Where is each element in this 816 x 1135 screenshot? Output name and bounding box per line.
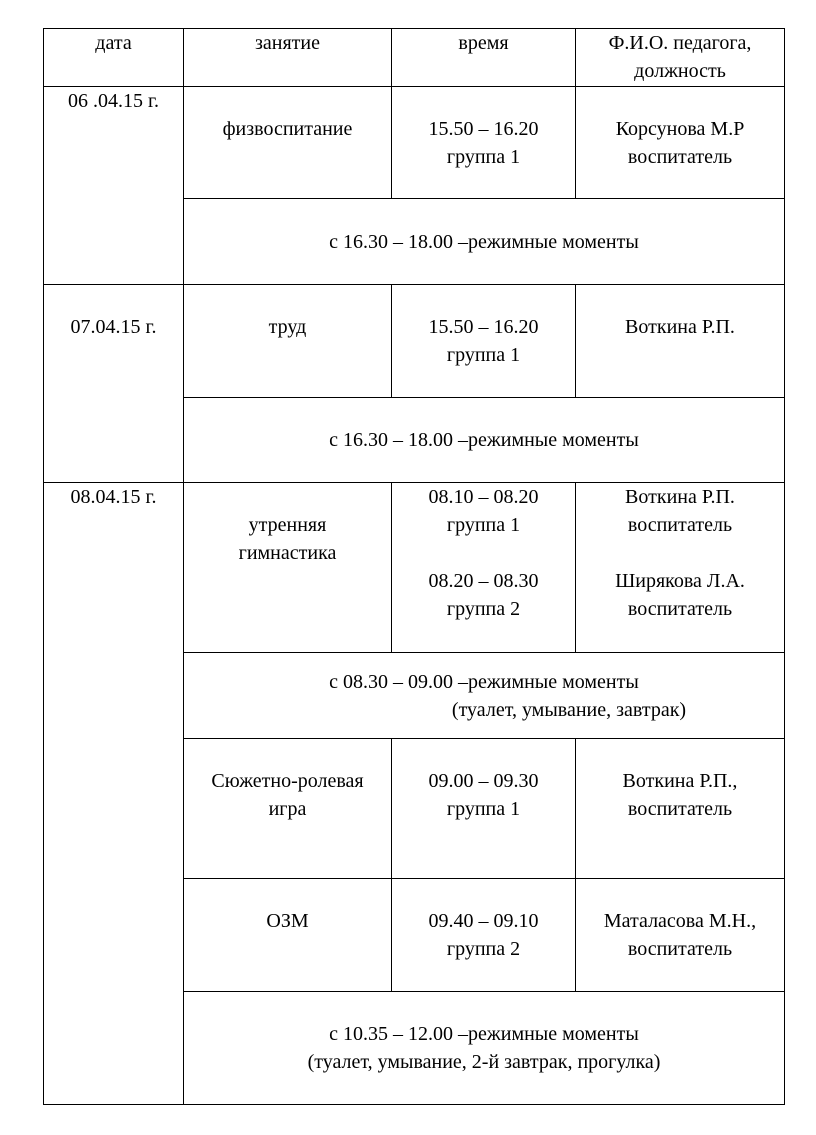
header-teacher-line1: Ф.И.О. педагога, (608, 32, 752, 54)
day3-gym-group-b: группа 2 (446, 598, 521, 620)
day3-ozm-time (392, 879, 576, 992)
day3-gym-time (392, 483, 576, 653)
day3-gym-activity (184, 483, 392, 653)
header-activity: занятие (184, 29, 392, 87)
day3-gym-teacher-b: Ширякова Л.А. (615, 570, 745, 592)
day1-date: 06 .04.15 г. (44, 87, 184, 285)
day2-date: 07.04.15 г. (44, 285, 184, 483)
header-row (44, 29, 785, 87)
day3-gym-time-b: 08.20 – 08.30 (428, 570, 539, 592)
day1-time-range: 15.50 – 16.20 (428, 118, 539, 140)
day3-roleplay-teacher (576, 739, 785, 879)
day3-ozm-teacher-name: Маталасова М.Н., (603, 910, 757, 932)
header-teacher (576, 29, 785, 87)
day2-regime: с 16.30 – 18.00 –режимные моменты (184, 398, 785, 483)
header-date: дата (44, 29, 184, 87)
day3-regime1-line2: (туалет, умывание, завтрак) (451, 698, 687, 721)
day3-ozm-teacher-position: воспитатель (627, 938, 733, 960)
day3-roleplay-activity-line2: игра (268, 798, 307, 820)
day3-ozm-group: группа 2 (446, 938, 521, 960)
day3-gym-group-a: группа 1 (446, 514, 521, 536)
day3-ozm-activity: ОЗМ (184, 879, 392, 992)
day3-gym-teacher-a-position: воспитатель (627, 514, 733, 536)
day3-regime2 (184, 992, 785, 1105)
day1-regime: с 16.30 – 18.00 –режимные моменты (184, 199, 785, 285)
header-teacher-line2: должность (634, 60, 726, 82)
day3-roleplay-time (392, 739, 576, 879)
day3-ozm-teacher (576, 879, 785, 992)
day2-group: группа 1 (446, 344, 521, 366)
day2-activity-row (44, 285, 785, 398)
day3-roleplay-activity (184, 739, 392, 879)
day2-time-range: 15.50 – 16.20 (428, 316, 539, 338)
day3-regime2-line2: (туалет, умывание, 2-й завтрак, прогулка) (307, 1051, 661, 1073)
day1-teacher-position: воспитатель (627, 146, 733, 168)
day3-gym-time-a: 08.10 – 08.20 (428, 486, 539, 508)
day3-gym-teacher-a: Воткина Р.П. (625, 486, 735, 508)
day3-roleplay-activity-line1: Сюжетно-ролевая (211, 770, 364, 792)
day3-roleplay-teacher-name: Воткина Р.П., (622, 770, 738, 792)
day3-roleplay-time-range: 09.00 – 09.30 (428, 770, 539, 792)
day3-date: 08.04.15 г. (44, 483, 184, 1105)
header-time: время (392, 29, 576, 87)
day3-gym-teacher (576, 483, 785, 653)
day3-roleplay-group: группа 1 (446, 798, 521, 820)
day3-roleplay-teacher-position: воспитатель (627, 798, 733, 820)
day3-ozm-time-range: 09.40 – 09.10 (428, 910, 539, 932)
day3-gym-teacher-b-position: воспитатель (627, 598, 733, 620)
day2-teacher: Воткина Р.П. (576, 285, 785, 398)
day1-group: группа 1 (446, 146, 521, 168)
day3-gym-row (44, 483, 785, 653)
day3-gym-activity-line2: гимнастика (238, 542, 337, 564)
day3-regime2-line1: с 10.35 – 12.00 –режимные моменты (329, 1023, 639, 1045)
day2-activity: труд (184, 285, 392, 398)
day1-teacher-name: Корсунова М.Р (615, 118, 745, 140)
day1-teacher (576, 87, 785, 199)
day1-activity: физвоспитание (184, 87, 392, 199)
day3-regime1 (184, 653, 785, 739)
day1-activity-row (44, 87, 785, 199)
schedule-table (43, 28, 785, 1105)
day2-time (392, 285, 576, 398)
day1-time (392, 87, 576, 199)
day3-gym-activity-line1: утренняя (248, 514, 327, 536)
day3-regime1-line1: с 08.30 – 09.00 –режимные моменты (329, 670, 639, 693)
